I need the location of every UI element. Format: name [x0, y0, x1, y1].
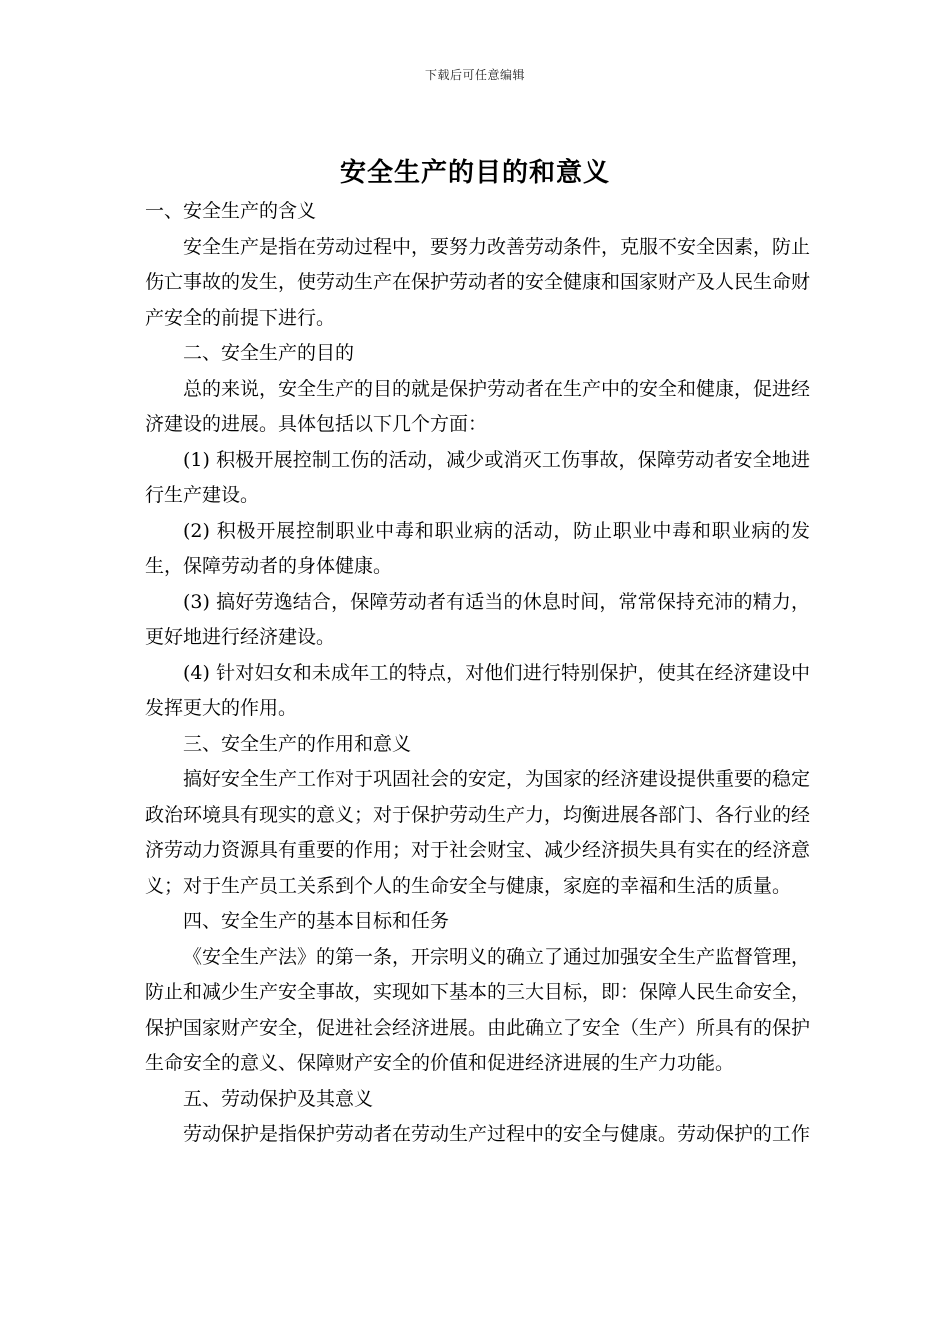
- paragraph-significance: 搞好安全生产工作对于巩固社会的安定，为国家的经济建设提供重要的稳定政治环境具有现实的意义；对于保护劳动生产力，均衡进展各部门、各行业的经济劳动力资源具有重要的作用；对于社会财宝、减少经济损失具有实在的经济意义；对于生产员工关系到个人的生命安全与健康，家庭的幸福和生活的质量。: [145, 768, 811, 897]
- list-item-1: (1) 积极开展控制工伤的活动，减少或消灭工伤事故，保障劳动者安全地进行生产建设。: [145, 448, 810, 506]
- paragraph-goals: 《安全生产法》的第一条，开宗明义的确立了通过加强安全生产监督管理，防止和减少生产安全事故，实现如下基本的三大目标，即：保障人民生命安全，保护国家财产安全，促进社会经济进展。由此确立了安全（生产）所具有的保护生命安全的意义、保障财产安全的价值和促进经济进展的生产力功能。: [145, 945, 811, 1074]
- header-note: 下载后可任意编辑: [424, 68, 525, 82]
- paragraph-labor-protection: 劳动保护是指保护劳动者在劳动生产过程中的安全与健康。劳动保护的工作: [183, 1123, 811, 1145]
- paragraph-purpose: 总的来说，安全生产的目的就是保护劳动者在生产中的安全和健康，促进经济建设的进展。具体包括以下几个方面：: [145, 377, 811, 435]
- section-heading-5: 五、劳动保护及其意义: [183, 1087, 374, 1110]
- paragraph-definition: 安全生产是指在劳动过程中，要努力改善劳动条件，克服不安全因素，防止伤亡事故的发生，使劳动生产在保护劳动者的安全健康和国家财产及人民生命财产安全的前提下进行。: [145, 235, 811, 329]
- list-item-2: (2) 积极开展控制职业中毒和职业病的活动，防止职业中毒和职业病的发生，保障劳动者的身体健康。: [145, 519, 810, 577]
- document-title: 安全生产的目的和意义: [339, 158, 610, 188]
- list-item-4: (4) 针对妇女和未成年工的特点，对他们进行特别保护，使其在经济建设中发挥更大的作用。: [145, 661, 810, 719]
- document-body: [145, 194, 810, 1153]
- section-heading-2: 二、安全生产的目的: [183, 342, 355, 364]
- section-heading-1: 一、安全生产的含义: [145, 200, 317, 222]
- list-item-3: (3) 搞好劳逸结合，保障劳动者有适当的休息时间，常常保持充沛的精力，更好地进行经济建设。: [145, 590, 810, 648]
- section-heading-4: 四、安全生产的基本目标和任务: [183, 910, 450, 932]
- section-heading-3: 三、安全生产的作用和意义: [183, 732, 412, 755]
